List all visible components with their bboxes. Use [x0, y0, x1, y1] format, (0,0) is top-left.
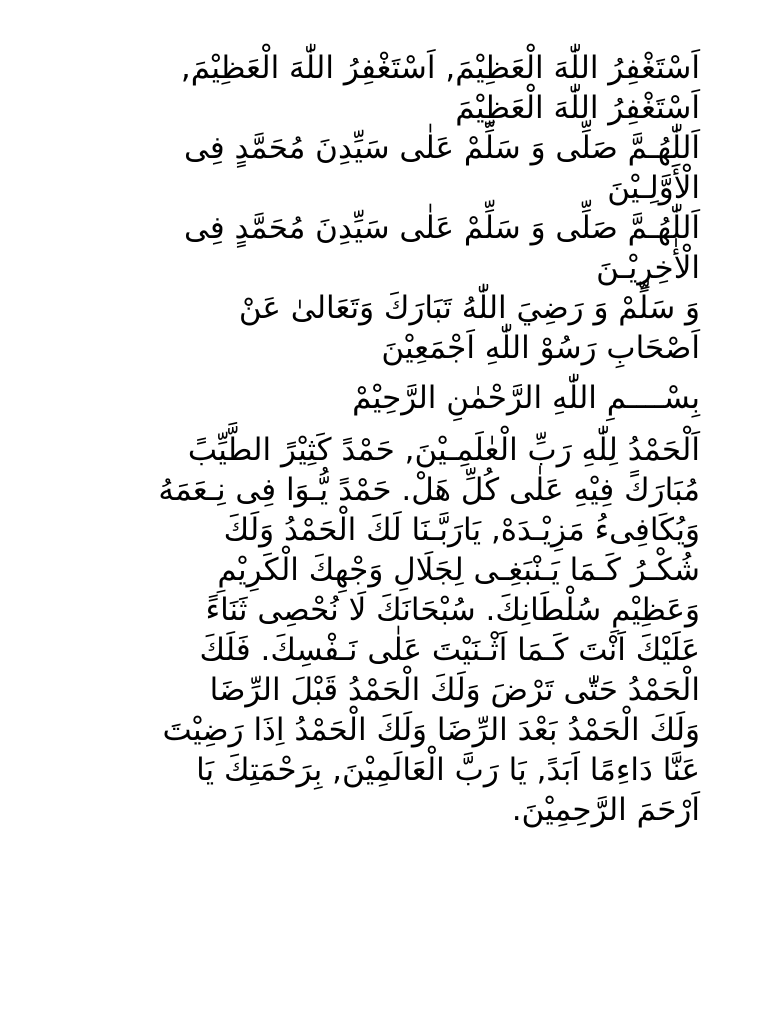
hamd-line-1: اَلْحَمْدُ لِلّٰهِ رَبِّ الْعٰلَمِـيْنَ, حَمْدً كَثِيْرً الطَّيِّبً — [187, 432, 700, 468]
hamd-line-7: الْحَمْدُ حَتّٰى تَرْضَ وَلَكَ الْحَمْدُ قَبْلَ الرِّضَا — [209, 672, 700, 708]
hamd-line-6: عَلَيْكَ اَنْتَ كَـمَا اَثْـنَيْتَ عَلٰى نَـفْسِكَ. فَلَكَ — [199, 632, 700, 668]
hamd-line-5: وَعَظِيْمِ سُلْطَانِكَ. سُبْحَانَكَ لَا نُحْصِى ثَنَاءً — [205, 592, 700, 628]
basmala-block — [70, 378, 700, 418]
salawat-akhirin-block — [70, 208, 700, 288]
salawat-awwalin-line-1: اَللّٰهُـمَّ صَلِّى وَ سَلِّمْ عَلٰى سَيِّدِنَ مُحَمَّدٍ فِى — [184, 130, 700, 166]
radiya-line-2: اَصْحَابِ رَسُوْ اللّٰهِ اَجْمَعِيْنَ — [381, 330, 700, 366]
istighfar-line-1: اَسْتَغْفِرُ اللّٰهَ الْعَظِيْمَ, اَسْتَغْفِرُ اللّٰهَ الْعَظِيْمَ, — [180, 50, 700, 86]
hamd-line-8: وَلَكَ الْحَمْدُ بَعْدَ الرِّضَا وَلَكَ الْحَمْدُ اِذَا رَضِيْتَ — [162, 712, 700, 748]
istighfar-block — [70, 48, 700, 128]
hamd-line-2: مُبَارَكً فِيْهِ عَلٰى كُلِّ هَلْ. حَمْدً يُّـوَا فِى نِـعَمَهُ — [158, 472, 700, 508]
salawat-awwalin-block — [70, 128, 700, 208]
hamd-line-9: عَنَّا دَاءِمًا اَبَدً, يَا رَبَّ الْعَالَمِيْنَ, بِرَحْمَتِكَ يَا — [196, 752, 700, 788]
salawat-akhirin-line-1: اَللّٰهُـمَّ صَلِّى وَ سَلِّمْ عَلٰى سَيِّدِنَ مُحَمَّدٍ فِى — [184, 210, 700, 246]
hamd-line-3: وَيُكَافِىءُ مَزِيْـدَهْ, يَارَبَّـنَا لَكَ الْحَمْدُ وَلَكَ — [223, 512, 700, 548]
radiya-block — [70, 288, 700, 368]
document-page — [70, 48, 700, 830]
hamd-line-10: اَرْحَمَ الرَّحِمِيْنَ. — [511, 792, 700, 828]
istighfar-line-2: اَسْتَغْفِرُ اللّٰهَ الْعَظِيْمَ — [455, 90, 700, 126]
hamd-line-4: شُكْـرُ كَـمَا يَـنْبَغِـى لِجَلَالِ وَجْهِكَ الْكَرِيْمِ — [217, 552, 700, 588]
hamd-paragraph — [70, 430, 700, 830]
basmala-line: بِسْــــمِ اللّٰهِ الرَّحْمٰنِ الرَّحِيْمْ — [352, 380, 700, 416]
salawat-akhirin-line-2: الْأٰخِرِيْـنَ — [596, 250, 700, 286]
salawat-awwalin-line-2: الْأَوَّلِـيْنَ — [607, 170, 700, 206]
radiya-line-1: وَ سَلِّمْ وَ رَضِيَ اللّٰهُ تَبَارَكَ وَتَعَالىٰ عَنْ — [238, 290, 700, 326]
